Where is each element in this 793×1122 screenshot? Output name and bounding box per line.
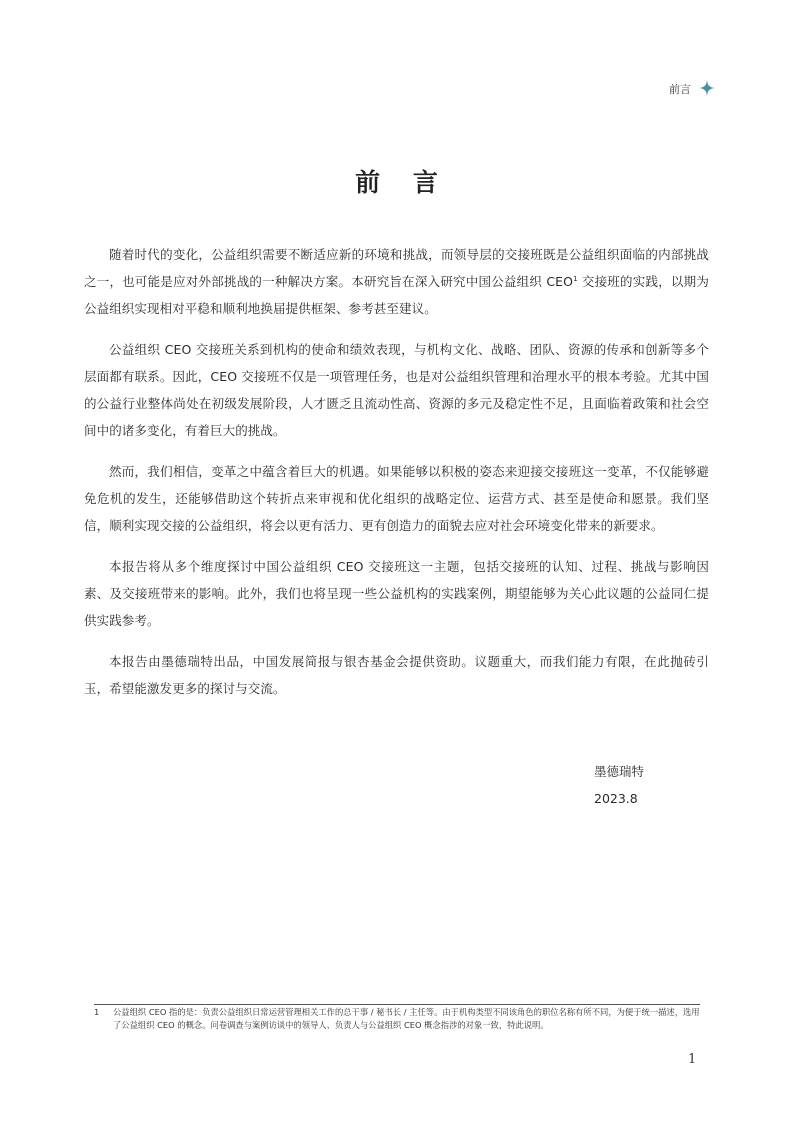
paragraph-2: 公益组织 CEO 交接班关系到机构的使命和绩效表现，与机构文化、战略、团队、资源的传承和创新等多个层面都有联系。因此，CEO 交接班不仅是一项管理任务，也是对公益组织管理和治理水平的根本考验。尤其中国的公益行业整体尚处在初级发展阶段，人才匮乏且流动性高、资源的多元及稳定性不足，且面临着政策和社会空间中的诸多变化，有着巨大的挑战。 xyxy=(84,342,709,438)
footnote-reference: 1 xyxy=(573,274,578,283)
paragraph-1-text-before: 随着时代的变化，公益组织需要不断适应新的环境和挑战，而领导层的交接班既是公益组织面临的内部挑战之一，也可能是应对外部挑战的一种解决方案。本研究旨在深入研究中国公益组织 CEO xyxy=(84,247,709,289)
page-number: 1 xyxy=(688,1052,697,1067)
body-text xyxy=(84,241,709,716)
signature-date: 2023.8 xyxy=(594,791,638,806)
page-title: 前 言 xyxy=(355,168,450,197)
paragraph-1-text-after: 交接班的实践，以期为公益组织实现相对平稳和顺利地换届提供框架、参考甚至建议。 xyxy=(84,274,709,316)
footnote-number: 1 xyxy=(94,1007,100,1017)
sparkle-star-icon xyxy=(699,80,715,96)
footnote-divider xyxy=(94,1004,700,1005)
paragraph-1 xyxy=(84,241,709,322)
signature-author: 墨德瑞特 xyxy=(594,764,645,779)
paragraph-4: 本报告将从多个维度探讨中国公益组织 CEO 交接班这一主题，包括交接班的认知、过程、挑战与影响因素、及交接班带来的影响。此外，我们也将呈现一些公益机构的实践案例，期望能够为关心此议题的公益同仁提供实践参考。 xyxy=(84,559,709,628)
footnote xyxy=(94,1006,700,1032)
paragraph-5: 本报告由墨德瑞特出品，中国发展简报与银杏基金会提供资助。议题重大，而我们能力有限，在此抛砖引玉，希望能激发更多的探讨与交流。 xyxy=(84,654,709,696)
signature-block xyxy=(594,758,644,812)
paragraph-3: 然而，我们相信，变革之中蕴含着巨大的机遇。如果能够以积极的姿态来迎接交接班这一变革，不仅能够避免危机的发生，还能够借助这个转折点来审视和优化组织的战略定位、运营方式、甚至是使命和愿景。我们坚信，顺利实现交接的公益组织，将会以更有活力、更有创造力的面貌去应对社会环境变化带来的新要求。 xyxy=(84,464,709,533)
running-header: 前言 xyxy=(669,83,691,96)
footnote-text: 公益组织 CEO 指的是：负责公益组织日常运营管理相关工作的总干事 / 秘书长 / 主任等。由于机构类型不同该角色的职位名称有所不同，为便于统一描述，选用了公益组织 CEO 的概念。问卷调查与案例访谈中的领导人、负责人与公益组织 CEO 概念指涉的对象一致，特此说明。 xyxy=(113,1007,700,1030)
